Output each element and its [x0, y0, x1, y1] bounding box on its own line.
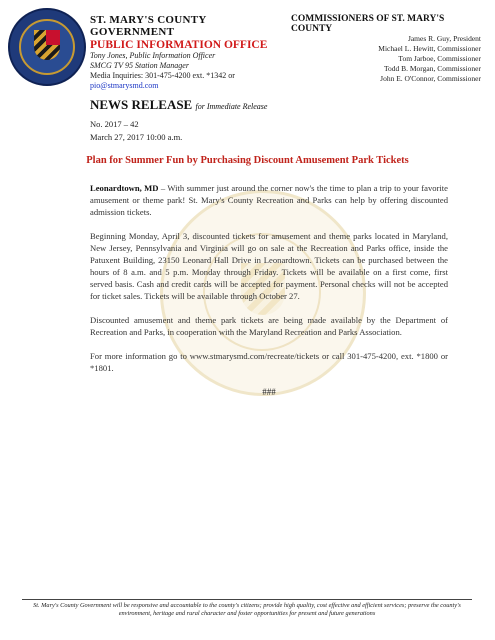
paragraph-4: For more information go to www.stmarysmd.com/recreate/tickets or call 301-475-4200, ext. *1800 or *1801.: [90, 351, 448, 373]
commissioners-block: [271, 14, 481, 84]
media-label: Media Inquiries:: [90, 71, 144, 80]
release-meta: [90, 118, 182, 144]
commissioner-item: Tom Jarboe, Commissioner: [398, 54, 481, 63]
county-name: ST. MARY'S COUNTY GOVERNMENT: [90, 14, 207, 38]
commissioner-item: Michael L. Hewitt, Commissioner: [378, 44, 481, 53]
county-seal-logo: [8, 8, 86, 86]
commissioner-item: Todd B. Morgan, Commissioner: [383, 64, 481, 73]
mission-footer: St. Mary's County Government will be responsive and accountable to the county's citizens; provide high quality, cost effective and efficient services; preserve the county's environment, heritage and rural character and foster opportunities for present and future generations: [33, 602, 461, 617]
officer-name: Tony Jones, Public Information Officer: [90, 51, 216, 60]
commissioner-item: James R. Guy, President: [407, 34, 481, 43]
commissioner-item: John E. O'Connor, Commissioner: [380, 74, 481, 83]
release-date: March 27, 2017 10:00 a.m.: [90, 132, 183, 142]
release-title: NEWS RELEASE: [90, 97, 193, 112]
release-number: No. 2017 – 42: [90, 119, 139, 129]
paragraph-3: Discounted amusement and theme park tickets are being made available by the Department of Recreation and Parks, in cooperation with the Maryland Recreation and Parks Association.: [90, 315, 448, 337]
footer-divider: [22, 599, 472, 600]
media-email-link[interactable]: pio@stmarysmd.com: [90, 81, 159, 90]
release-subtitle: for Immediate Release: [195, 102, 268, 111]
paragraph-1: Leonardtown, MD – With summer just around the corner now's the time to plan a trip to your favorite amusement or theme park! St. Mary's County Recreation and Parks can help by offering discounted admission tickets.: [90, 183, 448, 217]
station-manager: SMCG TV 95 Station Manager: [90, 61, 189, 70]
end-marker: ###: [262, 387, 276, 397]
release-body: [90, 182, 448, 398]
office-name: PUBLIC INFORMATION OFFICE: [90, 39, 268, 51]
media-phone: 301-475-4200 ext. *1342 or: [145, 71, 235, 80]
office-header: [90, 14, 290, 91]
headline: Plan for Summer Fun by Purchasing Discount Amusement Park Tickets: [86, 155, 409, 166]
media-inquiries: [90, 71, 290, 91]
commissioners-title: COMMISSIONERS OF ST. MARY'S COUNTY: [291, 14, 445, 34]
dateline: Leonardtown, MD: [90, 183, 159, 193]
news-release-title: [90, 97, 267, 113]
paragraph-2: Beginning Monday, April 3, discounted tickets for amusement and theme parks located in Maryland, New Jersey, Pennsylvania and Virginia will go on sale at the Recreation and Parks office, inside the Patuxent Building, 23150 Leonard Hall Drive in Leonardtown. Tickets can be purchased between the hours of 8 a.m. and 5 p.m. Monday through Friday. Tickets will be available on a first come, first served basis. Cash and credit cards will be accepted for payment. Personal checks will not be accepted for ticket sales. Tickets will be available through October 27.: [90, 231, 448, 301]
